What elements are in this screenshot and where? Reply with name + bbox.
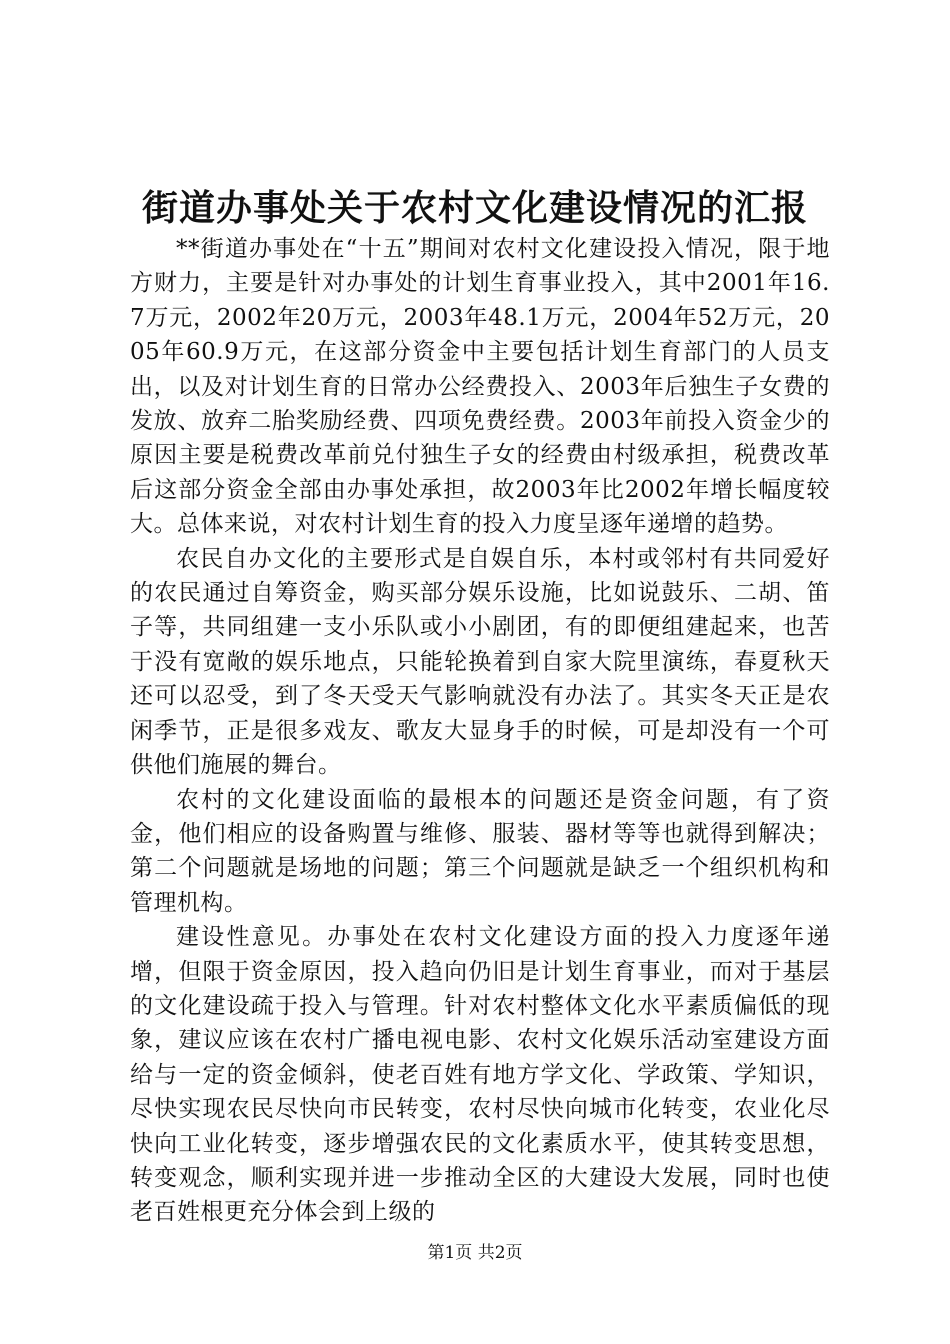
document-title: 街道办事处关于农村文化建设情况的汇报 [141, 187, 808, 229]
paragraph-1: **街道办事处在“十五”期间对农村文化建设投入情况，限于地方财力，主要是针对办事处的计划生育事业投入，其中2001年16.7万元，2002年20万元，2003年48.1万元，2004年52万元，2005年60.9万元，在这部分资金中主要包括计划生育部门的人员支出，以及对计划生育的日常办公经费投入、2003年后独生子女费的发放、放弃二胎奖励经费、四项免费经费。2003年前投入资金少的原因主要是税费改革前兑付独生子女的经费由村级承担，税费改革后这部分资金全部由办事处承担，故2003年比2002年增长幅度较大。总体来说，对农村计划生育的投入力度呈逐年递增的趋势。 [130, 236, 830, 538]
document-body [130, 232, 830, 1230]
paragraph-3: 农村的文化建设面临的最根本的问题还是资金问题，有了资金，他们相应的设备购置与维修、服装、器材等等也就得到解决；第二个问题就是场地的问题；第三个问题就是缺乏一个组织机构和管理机构。 [130, 786, 830, 916]
paragraph-4: 建设性意见。办事处在农村文化建设方面的投入力度逐年递增，但限于资金原因，投入趋向仍旧是计划生育事业，而对于基层的文化建设疏于投入与管理。针对农村整体文化水平素质偏低的现象，建议应该在农村广播电视电影、农村文化娱乐活动室建设方面给与一定的资金倾斜，使老百姓有地方学文化、学政策、学知识，尽快实现农民尽快向市民转变，农村尽快向城市化转变，农业化尽快向工业化转变，逐步增强农民的文化素质水平，使其转变思想，转变观念，顺利实现并进一步推动全区的大建设大发展，同时也使老百姓根更充分体会到上级的 [130, 924, 830, 1226]
paragraph-2: 农民自办文化的主要形式是自娱自乐，本村或邻村有共同爱好的农民通过自筹资金，购买部分娱乐设施，比如说鼓乐、二胡、笛子等，共同组建一支小乐队或小小剧团，有的即便组建起来，也苦于没有宽敞的娱乐地点，只能轮换着到自家大院里演练，春夏秋天还可以忍受，到了冬天受天气影响就没有办法了。其实冬天正是农闲季节，正是很多戏友、歌友大显身手的时候，可是却没有一个可供他们施展的舞台。 [130, 545, 830, 779]
page-number-footer: 第1页 共2页 [427, 1243, 523, 1263]
